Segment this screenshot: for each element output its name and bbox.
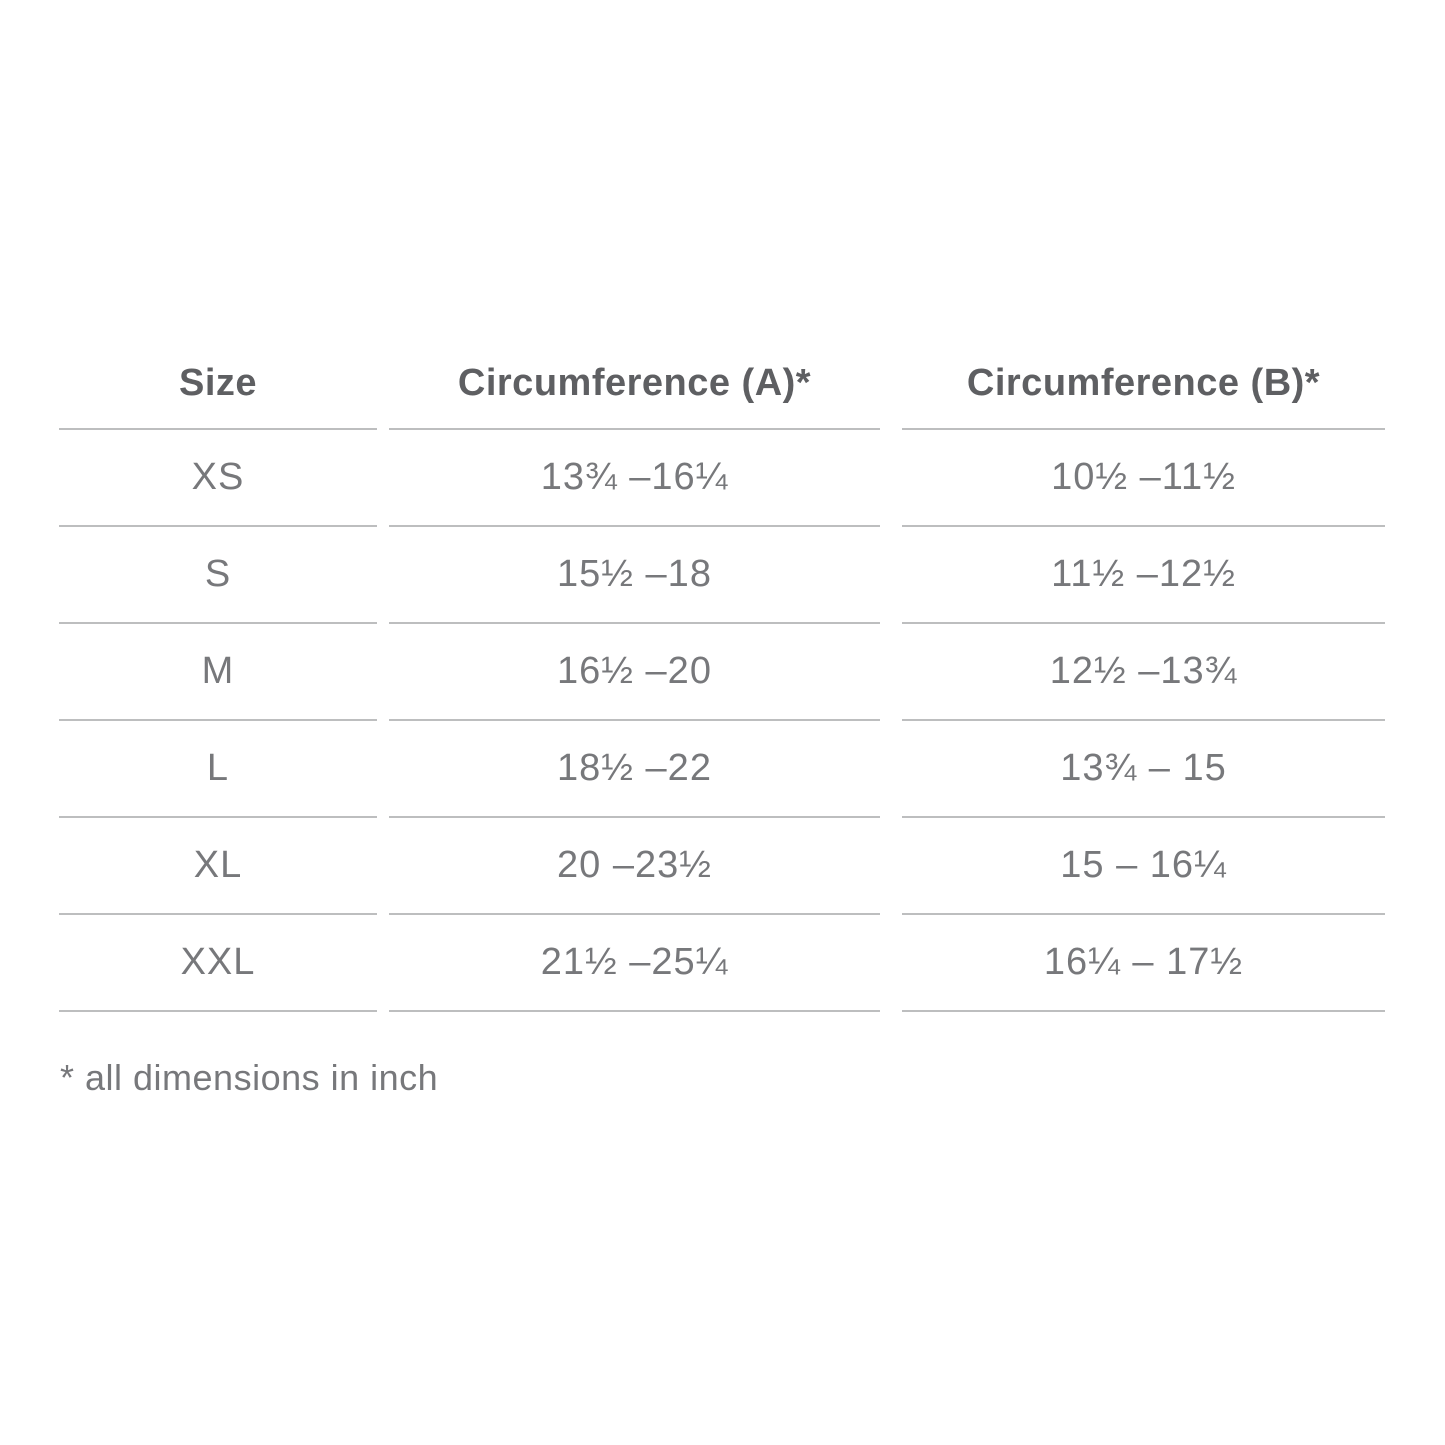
circumference-a-value: 18½ –22 — [389, 721, 880, 818]
size-label: S — [59, 527, 377, 624]
size-label: XS — [59, 430, 377, 527]
size-chart-table — [59, 338, 1385, 1012]
table-row-xs — [59, 430, 1385, 527]
circumference-a-value: 16½ –20 — [389, 624, 880, 721]
circumference-b-value: 13¾ – 15 — [902, 721, 1385, 818]
circumference-a-value: 20 –23½ — [389, 818, 880, 915]
table-row-xxl — [59, 915, 1385, 1012]
size-label: XL — [59, 818, 377, 915]
size-label: L — [59, 721, 377, 818]
circumference-a-value: 13¾ –16¼ — [389, 430, 880, 527]
table-row-xl — [59, 818, 1385, 915]
size-label: M — [59, 624, 377, 721]
circumference-b-value: 16¼ – 17½ — [902, 915, 1385, 1012]
circumference-a-value: 21½ –25¼ — [389, 915, 880, 1012]
dimensions-footnote: * all dimensions in inch — [60, 1057, 439, 1098]
size-label: XXL — [59, 915, 377, 1012]
table-row-m — [59, 624, 1385, 721]
circumference-b-value: 15 – 16¼ — [902, 818, 1385, 915]
column-header-size: Size — [59, 338, 377, 430]
circumference-b-value: 11½ –12½ — [902, 527, 1385, 624]
table-row-l — [59, 721, 1385, 818]
circumference-b-value: 10½ –11½ — [902, 430, 1385, 527]
circumference-a-value: 15½ –18 — [389, 527, 880, 624]
column-header-circumference-a: Circumference (A)* — [389, 338, 880, 430]
circumference-b-value: 12½ –13¾ — [902, 624, 1385, 721]
table-header-row — [59, 338, 1385, 430]
column-header-circumference-b: Circumference (B)* — [902, 338, 1385, 430]
table-row-s — [59, 527, 1385, 624]
